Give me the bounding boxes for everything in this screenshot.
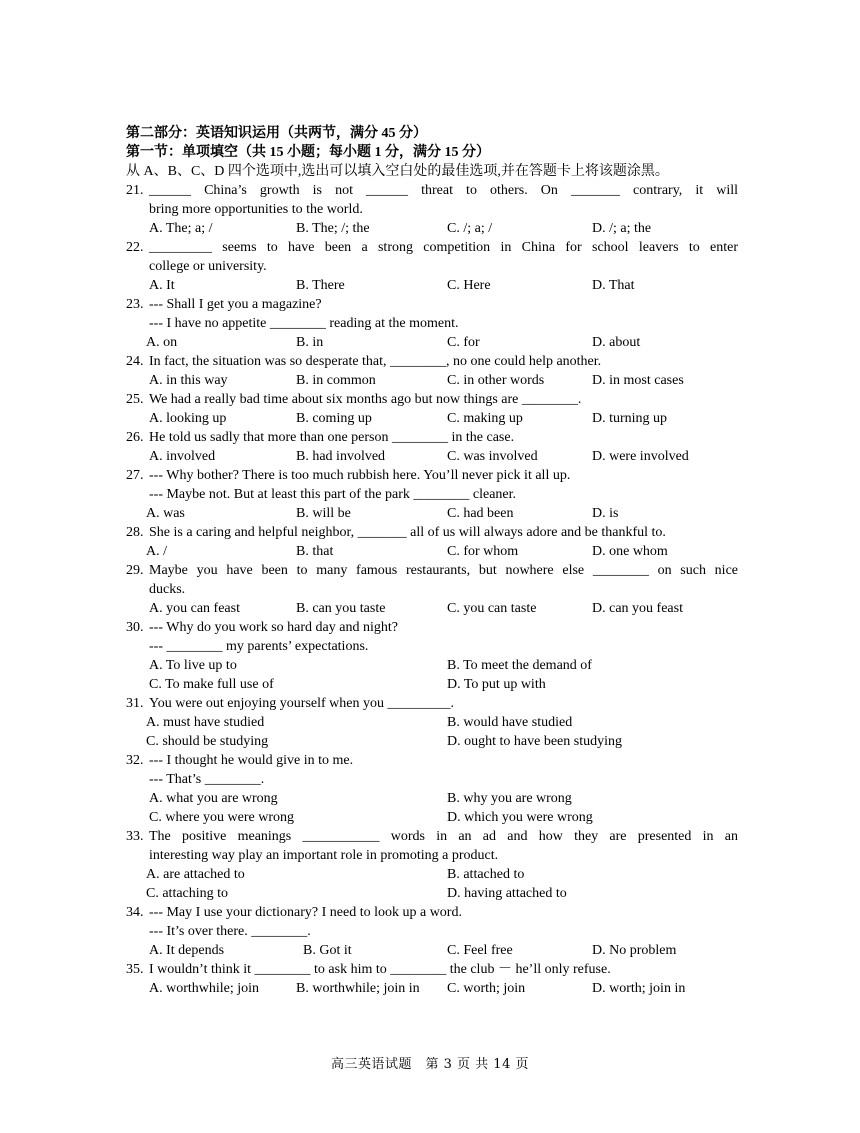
question-number: 29. [126,563,144,578]
option-a[interactable]: A. / [146,544,167,559]
question-31 [126,694,738,751]
options-row [126,276,738,295]
option-b[interactable]: B. can you taste [296,601,386,616]
option-d[interactable]: D. were involved [592,449,689,464]
question-stem: Maybe you have been to many famous restaurants, but nowhere else ________ on such nice [149,563,738,578]
question-number: 34. [126,905,144,920]
option-c[interactable]: C. Feel free [447,943,513,958]
options-row [126,713,738,732]
question-number: 23. [126,297,144,312]
option-d[interactable]: D. That [592,278,635,293]
question-stem-cont: interesting way play an important role in promoting a product. [149,848,499,863]
option-c[interactable]: C. should be studying [146,734,269,749]
question-stem-cont: college or university. [149,259,267,274]
instruction: 从 A、B、C、D 四个选项中,选出可以填入空白处的最佳选项,并在答题卡上将该题涂黑。 [126,164,669,179]
option-d[interactable]: D. To put up with [447,677,546,692]
question-number: 26. [126,430,144,445]
question-number: 27. [126,468,144,483]
option-b[interactable]: B. The; /; the [296,221,370,236]
option-c[interactable]: C. /; a; / [447,221,493,236]
question-number: 24. [126,354,144,369]
option-b[interactable]: B. why you are wrong [447,791,572,806]
option-a[interactable]: A. are attached to [146,867,245,882]
options-row [126,808,738,827]
option-c[interactable]: C. in other words [447,373,545,388]
option-b[interactable]: B. Got it [303,943,352,958]
options-row [126,599,738,618]
question-stem: --- Why do you work so hard day and night? [149,620,398,635]
exam-page [126,124,738,998]
options-row [126,789,738,808]
option-b[interactable]: B. in [296,335,324,350]
question-stem: We had a really bad time about six months ago but now things are ________. [149,392,582,407]
option-d[interactable]: D. which you were wrong [447,810,593,825]
question-stem: ______ China’s growth is not ______ threat to others. On _______ contrary, it will [149,183,738,198]
options-row [126,656,738,675]
option-c[interactable]: C. where you were wrong [149,810,295,825]
option-d[interactable]: D. one whom [592,544,668,559]
option-d[interactable]: D. can you feast [592,601,683,616]
option-c[interactable]: C. for whom [447,544,519,559]
option-a[interactable]: A. in this way [149,373,228,388]
option-a[interactable]: A. The; a; / [149,221,213,236]
option-d[interactable]: D. No problem [592,943,677,958]
question-32 [126,751,738,827]
question-27 [126,466,738,523]
options-row [126,884,738,903]
question-stem-cont: --- ________ my parents’ expectations. [149,639,369,654]
option-a[interactable]: A. was [146,506,185,521]
question-stem: --- Why bother? There is too much rubbish here. You’ll never pick it all up. [149,468,571,483]
section-title: 第一节：单项填空（共 15 小题；每小题 1 分，满分 15 分） [126,145,490,160]
option-a[interactable]: A. what you are wrong [149,791,278,806]
option-d[interactable]: D. ought to have been studying [447,734,622,749]
options-row [126,504,738,523]
question-33 [126,827,738,903]
option-c[interactable]: C. you can taste [447,601,537,616]
question-stem-cont: ducks. [149,582,186,597]
option-a[interactable]: A. looking up [149,411,227,426]
question-number: 22. [126,240,144,255]
option-a[interactable]: A. you can feast [149,601,240,616]
question-stem: I wouldn’t think it ________ to ask him to ________ the club － he’ll only refuse. [149,962,611,977]
question-stem-cont: bring more opportunities to the world. [149,202,363,217]
question-stem: --- Shall I get you a magazine? [149,297,322,312]
question-number: 28. [126,525,144,540]
option-c[interactable]: C. Here [447,278,491,293]
options-row [126,409,738,428]
option-a[interactable]: A. To live up to [149,658,237,673]
question-number: 33. [126,829,144,844]
question-30 [126,618,738,694]
question-stem-cont: --- Maybe not. But at least this part of the park ________ cleaner. [149,487,517,502]
options-row [126,979,738,998]
question-25 [126,390,738,428]
question-stem: --- I thought he would give in to me. [149,753,354,768]
option-b[interactable]: B. attached to [447,867,525,882]
part-title: 第二部分：英语知识运用（共两节，满分 45 分） [126,126,427,141]
option-b[interactable]: B. in common [296,373,376,388]
question-24 [126,352,738,390]
question-stem: _________ seems to have been a strong competition in China for school leavers to enter [149,240,738,255]
options-row [126,542,738,561]
option-c[interactable]: C. To make full use of [149,677,274,692]
option-d[interactable]: D. turning up [592,411,668,426]
options-row [126,732,738,751]
question-number: 21. [126,183,144,198]
question-34 [126,903,738,960]
question-stem: She is a caring and helpful neighbor, _______ all of us will always adore and be thankful to. [149,525,666,540]
option-d[interactable]: D. worth; join in [592,981,686,996]
question-number: 31. [126,696,144,711]
options-row [126,333,738,352]
question-stem: You were out enjoying yourself when you _________. [149,696,454,711]
option-b[interactable]: B. There [296,278,345,293]
option-b[interactable]: B. To meet the demand of [447,658,592,673]
option-b[interactable]: B. will be [296,506,351,521]
question-stem: The positive meanings ___________ words in an ad and how they are presented in an [149,829,738,844]
option-b[interactable]: B. coming up [296,411,372,426]
option-b[interactable]: B. had involved [296,449,386,464]
question-28 [126,523,738,561]
option-a[interactable]: A. It [149,278,175,293]
question-number: 30. [126,620,144,635]
question-stem-cont: --- I have no appetite ________ reading at the moment. [149,316,459,331]
question-26 [126,428,738,466]
options-row [126,447,738,466]
options-row [126,941,738,960]
option-c[interactable]: C. worth; join [447,981,526,996]
question-21 [126,181,738,238]
options-row [126,371,738,390]
question-stem-cont: --- That’s ________. [149,772,265,787]
options-row [126,219,738,238]
option-b[interactable]: B. that [296,544,334,559]
option-a[interactable]: A. on [146,335,178,350]
question-35 [126,960,738,998]
question-29 [126,561,738,618]
question-23 [126,295,738,352]
option-a[interactable]: A. worthwhile; join [149,981,260,996]
question-number: 25. [126,392,144,407]
options-row [126,675,738,694]
option-d[interactable]: D. /; a; the [592,221,652,236]
option-a[interactable]: A. It depends [149,943,225,958]
option-c[interactable]: C. had been [447,506,514,521]
question-number: 32. [126,753,144,768]
option-b[interactable]: B. worthwhile; join in [296,981,420,996]
question-stem: --- May I use your dictionary? I need to look up a word. [149,905,462,920]
option-c[interactable]: C. was involved [447,449,538,464]
option-d[interactable]: D. in most cases [592,373,684,388]
question-stem: He told us sadly that more than one person ________ in the case. [149,430,515,445]
question-number: 35. [126,962,144,977]
option-c[interactable]: C. making up [447,411,523,426]
option-a[interactable]: A. must have studied [146,715,265,730]
option-c[interactable]: C. attaching to [146,886,229,901]
question-stem: In fact, the situation was so desperate that, ________, no one could help another. [149,354,602,369]
page-footer: 高三英语试题 第 3 页 共 14 页 [331,1057,529,1072]
options-row [126,865,738,884]
option-d[interactable]: D. is [592,506,619,521]
option-d[interactable]: D. having attached to [447,886,567,901]
option-d[interactable]: D. about [592,335,641,350]
question-22 [126,238,738,295]
question-stem-cont: --- It’s over there. ________. [149,924,311,939]
option-a[interactable]: A. involved [149,449,216,464]
option-b[interactable]: B. would have studied [447,715,573,730]
option-c[interactable]: C. for [447,335,480,350]
